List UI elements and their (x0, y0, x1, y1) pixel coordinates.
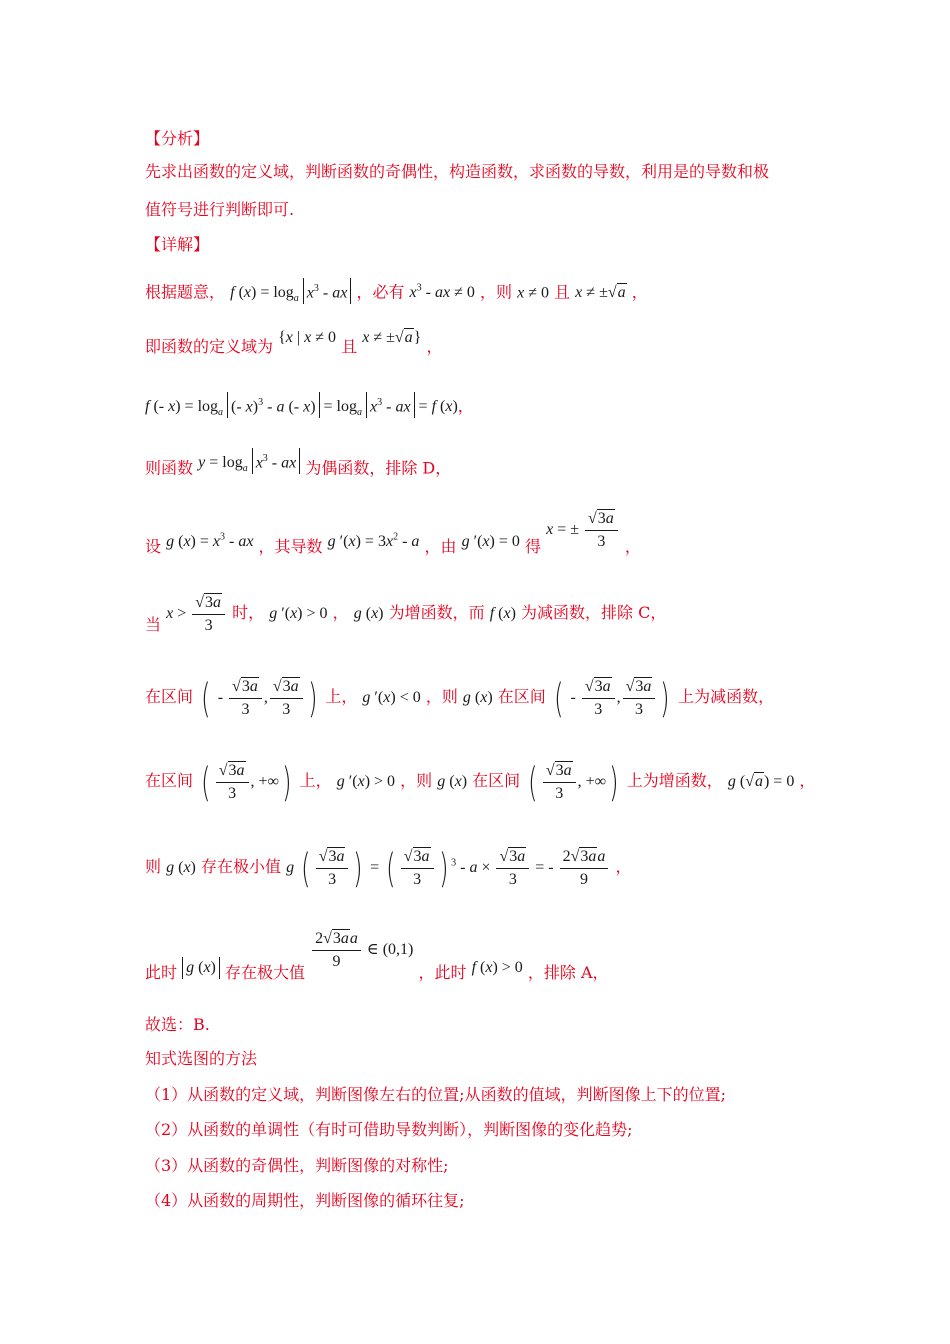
formula-f-def: f $(x) = \log_a x^3$ - ax (230, 284, 351, 301)
heading-analysis: 【分析】 (145, 129, 210, 148)
formula-f-minus-x: f (- $x) = \log_a$ (- x)$^3$ - a (- $x) = \log_a x^3$ - ax = f (x) (145, 398, 458, 415)
detail-line-increasing-interval: 在区间 ( $\frac{√3a}{3}$ , +∞) 上， g ′(x) > 0 ，则 g (x) 在区间 ( $\frac{√3a}{3}$ , +∞) 上为增函数， g (√a) = 0 ， (145, 759, 816, 806)
detail-line-even-function: 则函数 $y = \log_a x^3$ - ax 为偶函数，排除 D， (145, 454, 451, 487)
method-title: 知式选图的方法 (145, 1049, 258, 1068)
formula-g-prime-zero: g ′(x) = 0 (461, 533, 520, 551)
detail-line-local-min: 则 g (x) 存在极小值 g ( $\frac{√3a}{3}$ ) = ( $\frac{√3a}{3}$ ) $^3$ - a × $\frac{√3a}{3}$ = - $\frac{2√3aa}{9}$ ， (145, 845, 632, 892)
formula-g-sqrt-a: g (√a) = 0 (727, 773, 795, 791)
formula-g-x: g (x) (353, 605, 384, 623)
formula-local-max: $\frac{2√3aa}{9}$ ∈ (0,1) (310, 941, 413, 958)
method-item-3: （3）从函数的奇偶性，判断图像的对称性; (145, 1156, 449, 1175)
formula-g-def: g $(x) = x^3$ - ax (166, 531, 254, 551)
method-item-2: （2）从函数的单调性（有时可借助导数判断），判断图像的变化趋势; (145, 1120, 633, 1139)
method-item-1: （1）从函数的定义域，判断图像左右的位置;从函数的值域，判断图像上下的位置; (145, 1085, 726, 1104)
formula-interval-increasing: ( $\frac{√3a}{3}$ , +∞) (201, 759, 292, 806)
formula-local-min: g ( $\frac{√3a}{3}$ ) = ( $\frac{√3a}{3}$ ) $^3$ - a × $\frac{√3a}{3}$ = - $\frac{2√3aa}{9}$ (286, 859, 610, 876)
detail-line-even-check: f (- $x) = \log_a$ (- x)$^3$ - a (- $x) = \log_a x^3$ - ax = f (x)， (145, 392, 474, 425)
formula-g-prime: g $'(x) = 3x^2 - a$ (327, 531, 420, 551)
detail-line-derivative: 设 g $(x) = x^3$ - ax ，其导数 g $'(x) = 3x^2 - a$ ，由 g ′(x) = 0 得 x = ± $\frac{√3a}{3}$ ， (145, 510, 641, 557)
detail-line-domain: 根据题意， f $(x) = \log_a x^3$ - ax ，必有 $x^3$ - ax ≠ 0 ，则 x ≠ 0 且 x ≠ ±√a ， (145, 278, 648, 311)
formula-interval-decreasing: ( - $\frac{√3a}{3}$ , $\frac{√3a}{3}$ ) (201, 675, 318, 722)
formula-f-x: f (x) (489, 605, 516, 623)
formula-nonzero: $x^3$ - ax ≠ 0 (409, 283, 475, 302)
formula-g-prime-neg: g ′(x) < 0 (362, 689, 421, 707)
formula-x-gt: x > $\frac{√3a}{3}$ (166, 605, 227, 622)
analysis-text-line-1: 先求出函数的定义域，判断函数的奇偶性，构造函数，求函数的导数，利用是的导数和极 (145, 162, 770, 181)
formula-domain-set: {x | x ≠ 0 (278, 329, 336, 346)
formula-x-nonzero: x ≠ 0 (517, 284, 549, 302)
formula-y-def: $y = \log_a x^3$ - ax (198, 454, 300, 471)
analysis-text-line-2: 值符号进行判断即可. (145, 200, 295, 219)
detail-line-increasing: 当 x > $\frac{√3a}{3}$ 时， g ′(x) > 0 ， g (x) 为增函数，而 f (x) 为减函数，排除 C， (145, 594, 667, 635)
method-item-4: （4）从函数的周期性，判断图像的循环往复; (145, 1191, 465, 1210)
formula-g-prime-pos: g ′(x) > 0 (269, 605, 328, 623)
formula-abs-g: g (x) (182, 959, 220, 976)
detail-line-local-max: 此时 g (x) 存在极大值 $\frac{2√3aa}{9}$ ∈ (0,1) ，此时 f (x) > 0 ，排除 A， (145, 930, 609, 983)
detail-line-domain-set: 即函数的定义域为 {x | x ≠ 0 且 x ≠ ±√a} ， (145, 329, 443, 356)
answer-line: 故选：B. (145, 1015, 210, 1034)
formula-critical-points: x = ± $\frac{√3a}{3}$ (546, 521, 620, 538)
formula-f-positive: f (x) > 0 (471, 959, 523, 977)
formula-x-not-sqrt-a: x ≠ ±√a (575, 284, 626, 302)
detail-line-decreasing-interval: 在区间 ( - $\frac{√3a}{3}$ , $\frac{√3a}{3}$ ) 上， g ′(x) < 0 ，则 g (x) 在区间 ( - $\frac{√3a}{3}$ , $\frac{√3a}{3}$ ) 上为减函数， (145, 675, 775, 722)
heading-detail: 【详解】 (145, 235, 210, 254)
